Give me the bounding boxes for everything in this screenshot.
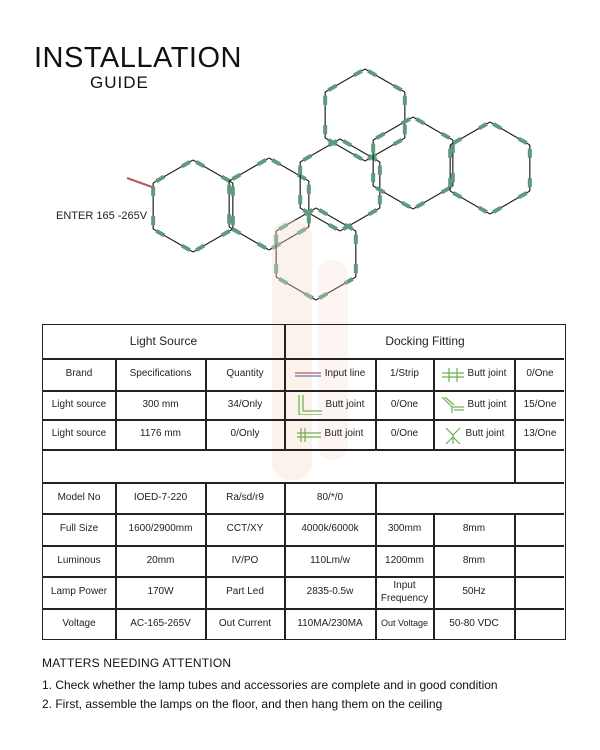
spec-freq-value: 50Hz <box>462 586 486 598</box>
led-tube <box>258 244 266 249</box>
hex-edge <box>325 138 365 161</box>
col-quantity: Quantity <box>226 368 264 380</box>
led-tube <box>343 141 351 146</box>
spec-freq-label: Input Frequency <box>380 580 429 604</box>
hex-edge <box>193 229 233 252</box>
led-tube <box>354 71 362 76</box>
led-tube <box>368 155 376 160</box>
fitting-butt-joint-straight-qty: 0/One <box>390 428 419 440</box>
led-tube <box>303 156 311 161</box>
led-tube <box>232 175 240 180</box>
led-tube <box>453 139 461 144</box>
fitting-input-line-qty: 1/Strip <box>390 368 419 380</box>
led-tube <box>442 188 450 193</box>
fitting-label: Butt joint <box>467 368 507 380</box>
fitting-butt-joint-y <box>434 420 514 449</box>
led-tube <box>453 193 461 198</box>
led-tube <box>279 225 287 230</box>
led-tube <box>319 294 327 299</box>
hexagon-tube-edges <box>153 69 530 300</box>
led-tube <box>493 208 501 213</box>
fitting-label: Butt joint <box>465 428 505 440</box>
led-tube <box>479 124 487 129</box>
led-tube <box>354 155 362 160</box>
hex-edge <box>365 69 405 92</box>
hex-edge <box>276 277 316 300</box>
hex-edge <box>269 158 309 181</box>
light-row-1-spec: 300 mm <box>142 398 179 410</box>
hex-edge <box>413 117 453 140</box>
led-tube <box>222 231 230 236</box>
led-tube <box>369 210 377 215</box>
spec-size-value: 1600/2900mm <box>128 523 193 535</box>
specification-table <box>42 324 566 640</box>
spec-luminous-label: Luminous <box>57 554 101 566</box>
led-tube <box>345 225 353 230</box>
hex-edge <box>450 191 490 214</box>
fitting-label: Butt joint <box>467 398 507 410</box>
led-tube <box>402 119 410 124</box>
spec-model-value: IOED-7-220 <box>133 491 188 503</box>
led-tube <box>222 177 230 182</box>
note-item-1: 1. Check whether the lamp tubes and accessories are complete and in good condition <box>42 678 498 692</box>
light-row-2-qty: 0/Only <box>230 428 260 440</box>
hex-edge <box>365 138 405 161</box>
spec-led-value: 2835-0.5w <box>306 586 354 598</box>
butt-joint-corner-icon <box>296 395 322 415</box>
hex-edge <box>153 160 193 183</box>
led-tube <box>394 140 402 145</box>
butt-joint-straight-icon <box>297 428 321 442</box>
hex-edge <box>373 186 413 209</box>
hex-edge <box>229 227 269 250</box>
led-tube <box>345 279 353 284</box>
fitting-butt-joint-angle <box>434 391 514 419</box>
light-row-1-brand: Light source <box>51 398 107 410</box>
led-tube <box>519 139 527 144</box>
led-tube <box>305 210 313 215</box>
led-tube <box>519 193 527 198</box>
led-tube <box>402 203 410 208</box>
led-tube <box>369 156 377 161</box>
led-tube <box>182 246 190 251</box>
led-tube <box>328 140 336 145</box>
led-tube <box>272 244 280 249</box>
spec-ra-value: 80/*/0 <box>316 491 344 503</box>
hex-edge <box>276 208 316 231</box>
hex-edge <box>413 186 453 209</box>
spec-power-value: 170W <box>147 586 174 598</box>
led-tube <box>156 231 164 236</box>
spec-size-b: 8mm <box>462 523 486 535</box>
spec-ivpo-value: 110Lm/w <box>310 554 350 566</box>
hex-edge <box>153 229 193 252</box>
hex-edge <box>269 227 309 250</box>
led-tube <box>279 279 287 284</box>
hex-edge <box>193 160 233 183</box>
spec-size-d: 8mm <box>462 554 486 566</box>
light-row-2-spec: 1176 mm <box>140 428 181 440</box>
led-tube <box>328 86 336 91</box>
fitting-butt-joint-straight <box>285 420 375 449</box>
led-tube <box>416 119 424 124</box>
butt-joint-y-icon <box>444 426 462 444</box>
hex-edge <box>300 139 340 162</box>
spec-cct-label: CCT/XY <box>226 523 264 535</box>
spec-size-c: 1200mm <box>385 554 424 566</box>
fitting-label: Input line <box>324 368 366 380</box>
fitting-butt-joint-t <box>434 359 514 390</box>
led-tube <box>376 134 384 139</box>
fitting-label: Butt joint <box>325 398 365 410</box>
hex-edge <box>490 191 530 214</box>
note-item-2: 2. First, assemble the lamps on the floor, and then hang them on the ceiling <box>42 697 443 711</box>
fitting-butt-joint-t-qty: 0/One <box>526 368 554 380</box>
notes-title: MATTERS NEEDING ATTENTION <box>42 656 232 670</box>
header-light-source: Light Source <box>129 334 198 348</box>
hex-edge <box>316 208 356 231</box>
col-specifications: Specifications <box>129 368 192 380</box>
hex-edge <box>490 122 530 145</box>
spec-voltage-label: Voltage <box>62 617 96 629</box>
led-tube <box>329 225 337 230</box>
spec-ra-label: Ra/sd/r9 <box>226 491 264 503</box>
fitting-butt-joint-corner-qty: 0/One <box>390 398 419 410</box>
hex-edge <box>316 277 356 300</box>
page-subtitle: GUIDE <box>90 73 149 92</box>
hex-edge <box>229 158 269 181</box>
light-row-2-brand: Light source <box>51 428 107 440</box>
led-tube <box>442 134 450 139</box>
led-tube <box>493 124 501 129</box>
spec-ivpo-label: IV/PO <box>231 554 259 566</box>
light-row-1-qty: 34/Only <box>227 398 263 410</box>
led-tube <box>156 177 164 182</box>
spec-model-label: Model No <box>57 491 101 503</box>
spec-luminous-value: 20mm <box>146 554 175 566</box>
fitting-input-line <box>285 359 375 390</box>
input-voltage-label: ENTER 165 -265V <box>56 210 148 222</box>
led-tube <box>479 208 487 213</box>
fitting-butt-joint-angle-qty: 15/One <box>523 398 557 410</box>
led-tube <box>258 160 266 165</box>
led-tube <box>329 141 337 146</box>
header-docking-fitting: Docking Fitting <box>385 334 465 348</box>
butt-joint-angle-icon <box>442 397 464 413</box>
hex-edge <box>340 139 380 162</box>
led-tube <box>232 229 240 234</box>
hex-edge <box>450 122 490 145</box>
led-tube <box>298 229 306 234</box>
hex-edge <box>373 117 413 140</box>
fitting-butt-joint-y-qty: 13/One <box>523 428 557 440</box>
spec-power-label: Lamp Power <box>50 586 108 598</box>
led-tube <box>319 210 327 215</box>
spec-outv-value: 50-80 VDC <box>449 617 499 629</box>
led-tube <box>343 225 351 230</box>
led-tube <box>416 203 424 208</box>
hex-edge <box>300 208 340 231</box>
spec-current-label: Out Current <box>218 617 272 629</box>
spec-current-value: 110MA/230MA <box>297 617 363 629</box>
fitting-label: Butt joint <box>324 428 364 440</box>
spec-outv-label: Out Voltage <box>380 618 429 629</box>
spec-voltage-value: AC-165-265V <box>130 617 191 629</box>
hex-edge <box>325 69 365 92</box>
fitting-butt-joint-corner <box>285 391 375 419</box>
led-tube <box>182 162 190 167</box>
spec-led-label: Part Led <box>226 586 264 598</box>
butt-joint-t-icon <box>442 368 464 382</box>
led-tube <box>196 246 204 251</box>
spec-cct-value: 4000k/6000k <box>301 523 359 535</box>
page-title: INSTALLATION <box>34 42 242 74</box>
spec-size-a: 300mm <box>387 523 422 535</box>
led-tube <box>394 86 402 91</box>
hex-edge <box>340 208 380 231</box>
input-cable <box>127 178 152 187</box>
led-tube <box>196 162 204 167</box>
spec-size-label: Full Size <box>59 523 99 535</box>
col-brand: Brand <box>65 368 93 380</box>
led-tube <box>305 294 313 299</box>
led-tube <box>368 71 376 76</box>
led-tube <box>298 175 306 180</box>
led-tube <box>376 188 384 193</box>
input-line-icon <box>295 371 321 379</box>
led-tube <box>303 210 311 215</box>
led-tube <box>272 160 280 165</box>
